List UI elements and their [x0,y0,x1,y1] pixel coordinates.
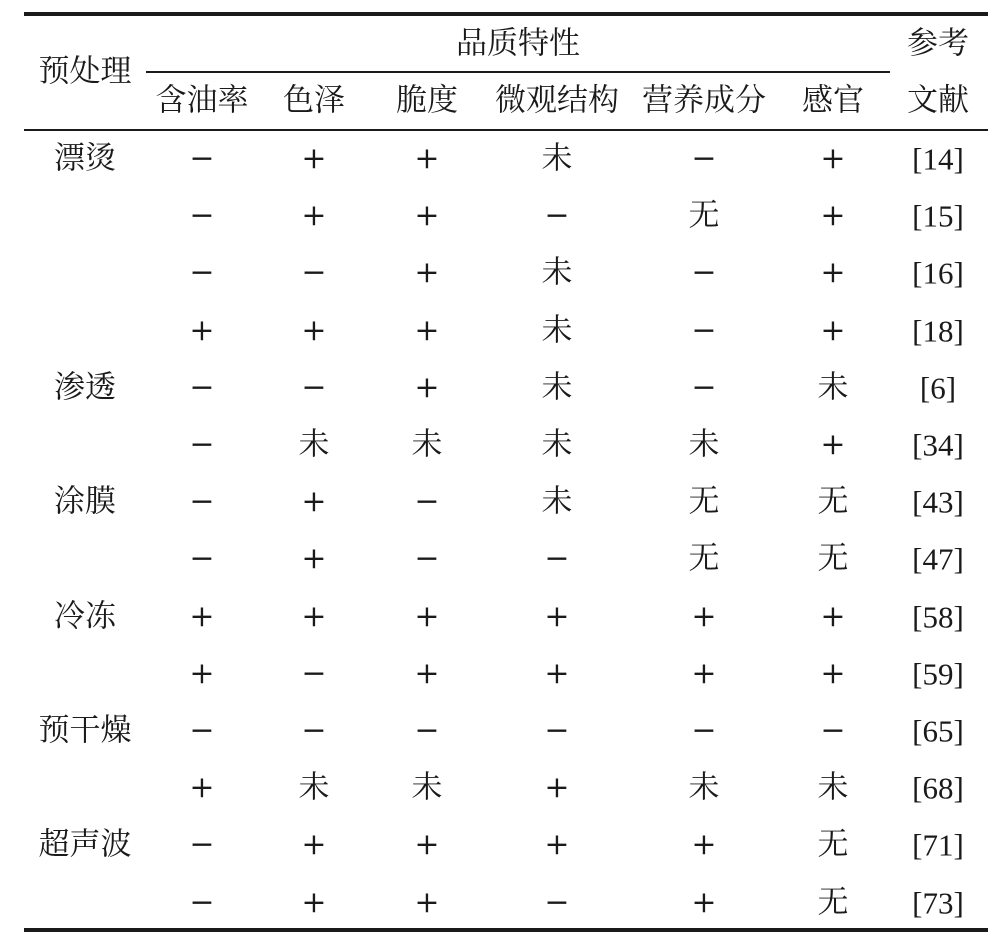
cell-microstructure: + [544,599,570,634]
cell-crispness: + [414,656,440,691]
row-method: 冷冻 [54,598,116,635]
cell-oil-content: − [189,198,215,233]
cell-color: − [301,656,327,691]
cell-nutrients: 无 [688,483,720,520]
cell-crispness: 未 [411,769,443,806]
cell-oil-content: + [189,656,215,691]
cell-sensory: − [820,713,846,748]
cell-color: 未 [298,426,330,463]
cell-sensory: 无 [817,483,849,520]
cell-sensory: 未 [817,769,849,806]
cell-color: + [301,141,327,176]
row-reference: [43] [912,484,964,520]
header-reference-line2: 文献 [907,82,969,119]
cell-sensory: 未 [817,369,849,406]
cell-nutrients: − [691,255,717,290]
cell-microstructure: 未 [541,426,573,463]
cell-oil-content: − [189,141,215,176]
row-reference: [14] [912,141,964,177]
table-top-rule [24,12,988,16]
header-col-nutrients: 营养成分 [642,82,766,119]
row-method: 预干燥 [38,712,132,749]
header-col-color: 色泽 [283,82,345,119]
cell-sensory: + [820,313,846,348]
cell-crispness: + [414,313,440,348]
row-method: 漂烫 [54,140,116,177]
cell-oil-content: − [189,255,215,290]
cell-oil-content: + [189,313,215,348]
cell-crispness: + [414,885,440,920]
cell-microstructure: + [544,827,570,862]
cell-microstructure: + [544,656,570,691]
quality-group-underline [146,71,890,73]
table-header-rule [24,129,988,131]
cell-crispness: − [414,541,440,576]
row-reference: [71] [912,827,964,863]
cell-sensory: 无 [817,826,849,863]
cell-microstructure: 未 [541,483,573,520]
cell-nutrients: − [691,313,717,348]
cell-crispness: + [414,255,440,290]
cell-nutrients: − [691,370,717,405]
cell-color: − [301,255,327,290]
header-col-oil-content: 含油率 [155,82,249,119]
cell-nutrients: 无 [688,197,720,234]
row-reference: [65] [912,713,964,749]
cell-crispness: − [414,484,440,519]
table-bottom-rule [24,928,988,932]
cell-microstructure: 未 [541,254,573,291]
cell-color: + [301,885,327,920]
cell-color: + [301,599,327,634]
header-pretreatment: 预处理 [38,53,132,90]
cell-color: + [301,484,327,519]
row-reference: [73] [912,885,964,921]
cell-sensory: + [820,255,846,290]
row-reference: [15] [912,198,964,234]
cell-microstructure: − [544,541,570,576]
cell-nutrients: + [691,656,717,691]
row-reference: [18] [912,313,964,349]
cell-oil-content: − [189,541,215,576]
cell-microstructure: − [544,198,570,233]
cell-color: + [301,198,327,233]
cell-oil-content: − [189,427,215,462]
cell-sensory: 无 [817,540,849,577]
cell-microstructure: 未 [541,369,573,406]
cell-color: + [301,541,327,576]
cell-sensory: 无 [817,884,849,921]
cell-microstructure: + [544,770,570,805]
cell-oil-content: + [189,599,215,634]
cell-nutrients: 未 [688,769,720,806]
cell-nutrients: 无 [688,540,720,577]
cell-nutrients: 未 [688,426,720,463]
row-method: 超声波 [38,826,132,863]
cell-oil-content: − [189,484,215,519]
cell-crispness: + [414,198,440,233]
cell-nutrients: + [691,599,717,634]
cell-color: + [301,827,327,862]
cell-oil-content: − [189,827,215,862]
cell-nutrients: − [691,141,717,176]
cell-oil-content: − [189,713,215,748]
header-col-microstructure: 微观结构 [495,82,619,119]
row-reference: [59] [912,656,964,692]
cell-oil-content: − [189,885,215,920]
cell-color: + [301,313,327,348]
header-col-crispness: 脆度 [396,82,458,119]
row-method: 渗透 [54,369,116,406]
cell-microstructure: − [544,713,570,748]
header-quality-group: 品质特性 [456,25,580,62]
cell-color: 未 [298,769,330,806]
cell-oil-content: + [189,770,215,805]
cell-nutrients: − [691,713,717,748]
row-method: 涂膜 [54,483,116,520]
cell-sensory: + [820,141,846,176]
row-reference: [58] [912,599,964,635]
row-reference: [68] [912,770,964,806]
cell-crispness: 未 [411,426,443,463]
row-reference: [16] [912,255,964,291]
row-reference: [6] [919,370,957,406]
cell-color: − [301,713,327,748]
cell-crispness: + [414,827,440,862]
cell-microstructure: 未 [541,312,573,349]
cell-crispness: + [414,141,440,176]
cell-sensory: + [820,427,846,462]
cell-microstructure: − [544,885,570,920]
header-reference-line1: 参考 [907,25,969,62]
cell-crispness: − [414,713,440,748]
cell-oil-content: − [189,370,215,405]
row-reference: [47] [912,541,964,577]
cell-sensory: + [820,656,846,691]
header-col-sensory: 感官 [802,82,864,119]
cell-nutrients: + [691,827,717,862]
cell-sensory: + [820,599,846,634]
cell-color: − [301,370,327,405]
cell-crispness: + [414,370,440,405]
cell-microstructure: 未 [541,140,573,177]
cell-nutrients: + [691,885,717,920]
cell-sensory: + [820,198,846,233]
cell-crispness: + [414,599,440,634]
row-reference: [34] [912,427,964,463]
